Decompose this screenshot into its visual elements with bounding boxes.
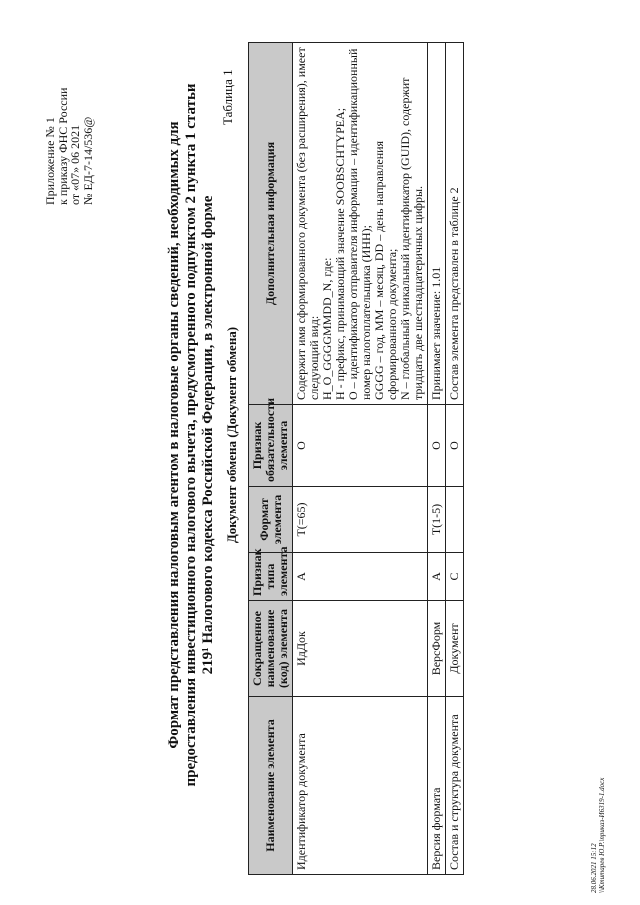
info-line: N – глобальный уникальный идентификатор (GUID), содержит тридцать две шестнадцатеричных цифры. — [398, 77, 425, 400]
info-line: Содержит имя сформированного документа (без расширения), имеет следующий вид: — [294, 47, 321, 400]
cell-required: О — [428, 405, 446, 487]
cell-type: А — [428, 553, 446, 601]
header-format: Формат элемента — [249, 487, 293, 553]
cell-format: T(=65) — [293, 487, 428, 553]
table-number: Таблица 1 — [220, 69, 235, 125]
cell-short: ВерсФорм — [428, 601, 446, 697]
cell-info — [428, 43, 446, 405]
appendix-line: № ЕД-7-14/536@ — [80, 116, 95, 205]
file-footer — [590, 778, 606, 893]
info-line: H - префикс, принимающий значение SOOBSCHTYPEA; — [333, 107, 347, 400]
cell-short: ИдДок — [293, 601, 428, 697]
cell-type: А — [293, 553, 428, 601]
document-title: Формат представления налоговым агентом в налоговые органы сведений, необходимых для предоставления инвестиционного налогового вычета, предусмотренного подпунктом 2 пункта 1 статьи 219¹ Налогового кодекса Российской Федерации, в электронной форме — [166, 83, 216, 787]
header-required: Признак обязательности элемента — [249, 405, 293, 487]
cell-format — [446, 487, 464, 553]
table-row — [446, 43, 464, 875]
cell-name: Идентификатор документа — [293, 697, 428, 875]
footer-line: \\Ктитарев Ю.Р.\приказ-И6319-1.docx — [598, 777, 606, 893]
appendix-line: к приказу ФНС России — [55, 87, 70, 205]
cell-name: Состав и структура документа — [446, 697, 464, 875]
info-line: H_O_GGGGMMDD_N, где: — [320, 257, 334, 400]
table-row — [428, 43, 446, 875]
cell-required: О — [446, 405, 464, 487]
cell-format: T(1-5) — [428, 487, 446, 553]
table-header-row — [249, 43, 293, 875]
cell-type: С — [446, 553, 464, 601]
cell-info — [293, 43, 428, 405]
appendix-line: Приложение № 1 — [43, 117, 57, 205]
appendix-line: от «07» 06 2021 — [68, 124, 82, 205]
info-line: GGGG – год, MM – месяц, DD – день направления сформированного документа; — [372, 140, 399, 400]
info-line: O – идентификатор отправителя информации – идентификационный номер налогоплательщика (ИНН); — [346, 48, 373, 400]
cell-name: Версия формата — [428, 697, 446, 875]
header-info: Дополнительная информация — [249, 43, 293, 405]
table-row — [293, 43, 428, 875]
table-caption: Документ обмена (Документ обмена) — [224, 326, 239, 544]
header-type: Признак типа элемента — [249, 553, 293, 601]
info-line: Принимает значение: 1.01 — [429, 266, 443, 400]
header-name: Наименование элемента — [249, 697, 293, 875]
cell-info — [446, 43, 464, 405]
footer-line: 28.06.2021 15:12 — [590, 843, 598, 893]
info-line: Состав элемента представлен в таблице 2 — [447, 187, 461, 400]
elements-table — [248, 42, 464, 875]
appendix-block — [44, 88, 94, 205]
header-short: Сокращенное наименование (код) элемента — [249, 601, 293, 697]
cell-required: О — [293, 405, 428, 487]
cell-short: Документ — [446, 601, 464, 697]
